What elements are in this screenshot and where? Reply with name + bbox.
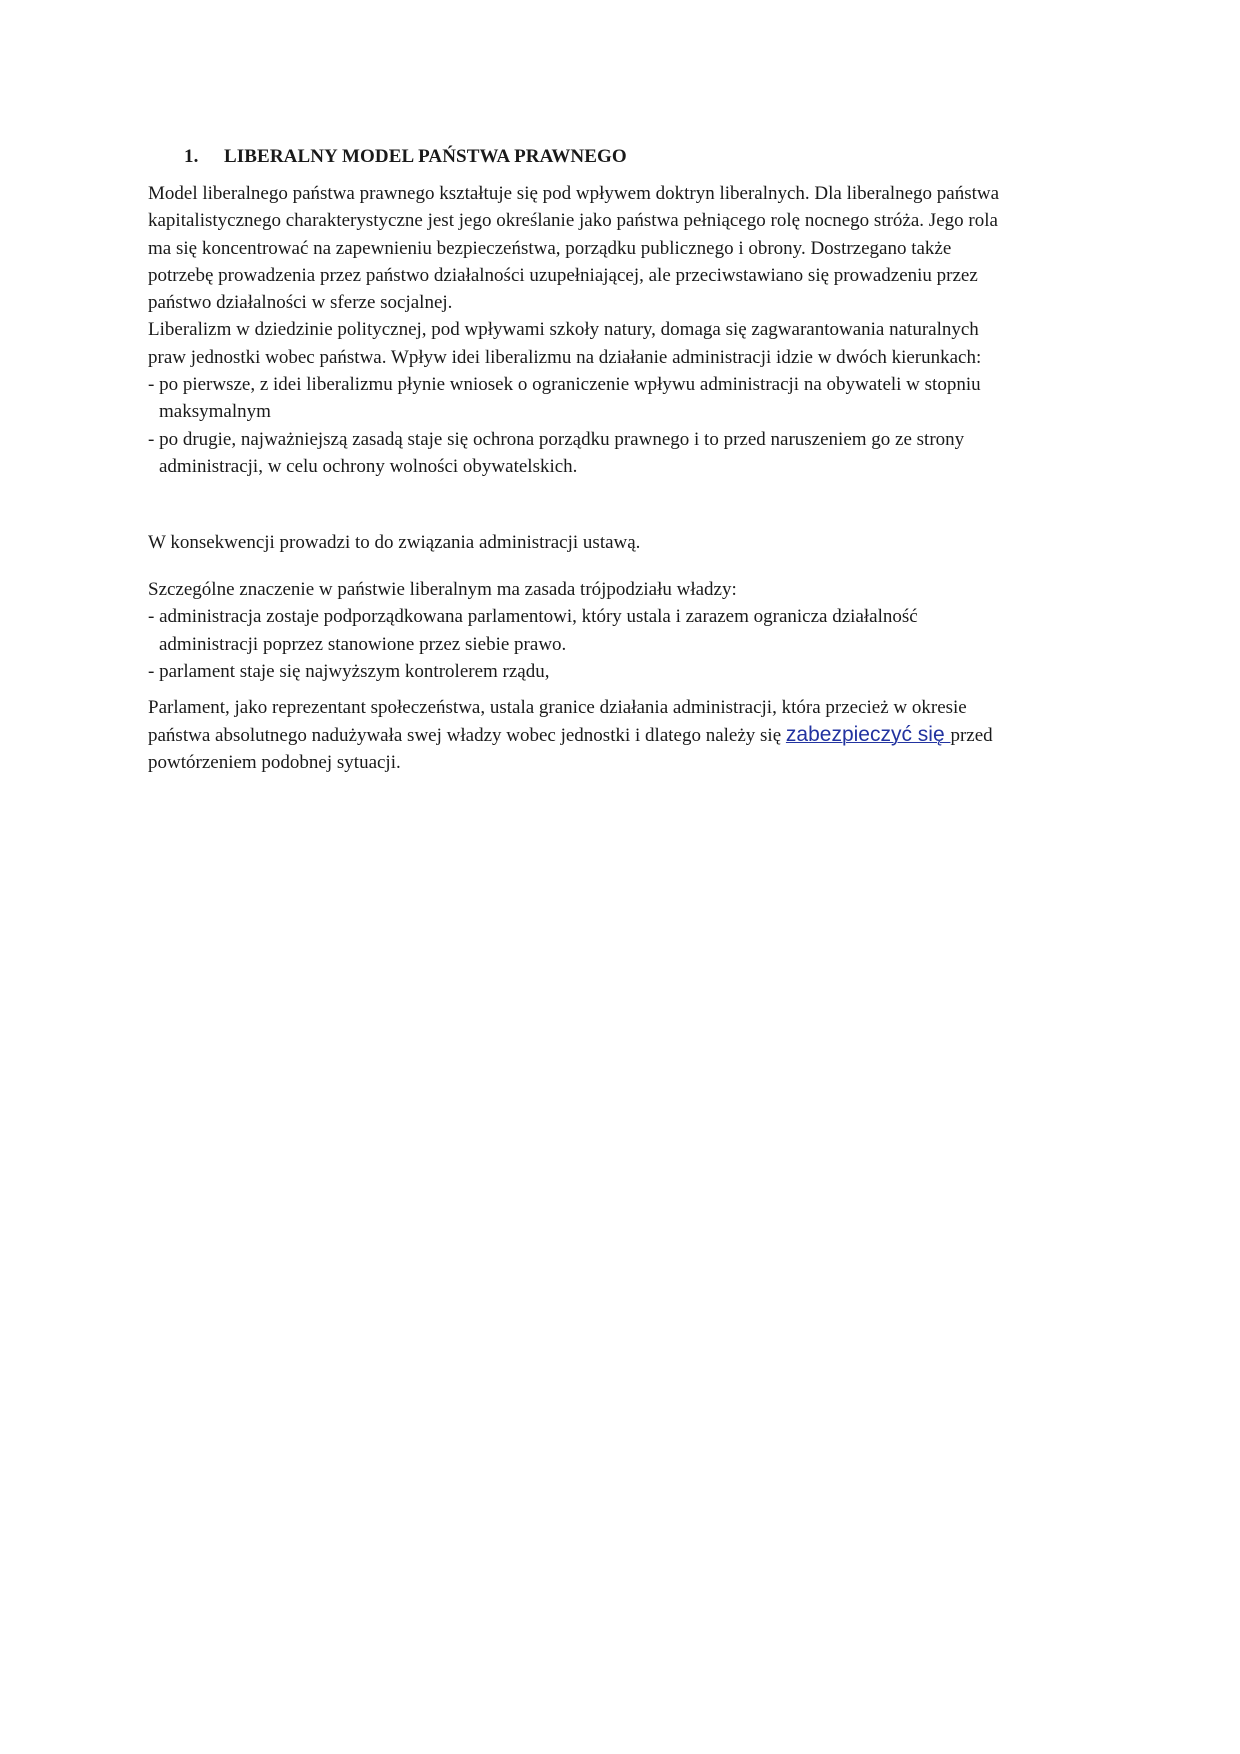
paragraph-separation-of-powers xyxy=(148,576,1093,685)
inline-link[interactable]: zabezpieczyć się xyxy=(785,723,951,747)
list-item: - po drugie, najważniejszą zasadą staje się ochrona porządku prawnego i to przed naruszeniem go ze strony xyxy=(148,428,965,450)
text-fragment: państwa absolutnego nadużywała swej władzy wobec jednostki i dlatego należy się xyxy=(148,725,786,747)
text-line: powtórzeniem podobnej sytuacji. xyxy=(148,751,401,773)
paragraph-consequence xyxy=(148,529,1093,556)
heading-number: 1. xyxy=(184,146,199,167)
list-item-continuation: maksymalnym xyxy=(159,401,271,423)
text-line: Model liberalnego państwa prawnego kształtuje się pod wpływem doktryn liberalnych. Dla liberalnego państwa xyxy=(148,183,1000,204)
list-item-continuation: administracji, w celu ochrony wolności obywatelskich. xyxy=(159,455,578,477)
paragraph-intro xyxy=(148,180,1093,480)
text-line: kapitalistycznego charakterystyczne jest jego określanie jako państwa pełniącego rolę nocnego stróża. Jego rola xyxy=(148,210,998,232)
text-line: Liberalizm w dziedzinie politycznej, pod wpływami szkoły natury, domaga się zagwarantowania naturalnych xyxy=(148,319,979,341)
list-item: - po pierwsze, z idei liberalizmu płynie wniosek o ograniczenie wpływu administracji na obywateli w stopniu xyxy=(148,374,981,396)
paragraph-parliament xyxy=(148,694,1093,776)
text-line: W konsekwencji prowadzi to do związania administracji ustawą. xyxy=(148,532,641,553)
list-item: - parlament staje się najwyższym kontrolerem rządu, xyxy=(148,660,550,682)
text-line: ma się koncentrować na zapewnieniu bezpieczeństwa, porządku publicznego i obrony. Dostrzegano także xyxy=(148,237,952,259)
text-line: potrzebę prowadzenia przez państwo działalności uzupełniającej, ale przeciwstawiano się prowadzeniu przez xyxy=(148,264,978,286)
heading-title: LIBERALNY MODEL PAŃSTWA PRAWNEGO xyxy=(224,146,627,167)
list-item-continuation: administracji poprzez stanowione przez siebie prawo. xyxy=(159,633,567,655)
text-line: Szczególne znaczenie w państwie liberalnym ma zasada trójpodziału władzy: xyxy=(148,579,737,600)
text-line: państwo działalności w sferze socjalnej. xyxy=(148,292,453,314)
text-fragment: przed xyxy=(950,725,993,747)
text-line-with-link xyxy=(148,721,1093,748)
section-heading xyxy=(184,146,627,168)
text-line: Parlament, jako reprezentant społeczeństwa, ustala granice działania administracji, która przecież w okresie xyxy=(148,697,967,718)
text-line: praw jednostki wobec państwa. Wpływ idei liberalizmu na działanie administracji idzie w dwóch kierunkach: xyxy=(148,346,982,368)
list-item: - administracja zostaje podporządkowana parlamentowi, który ustala i zarazem ogranicza działalność xyxy=(148,606,918,628)
